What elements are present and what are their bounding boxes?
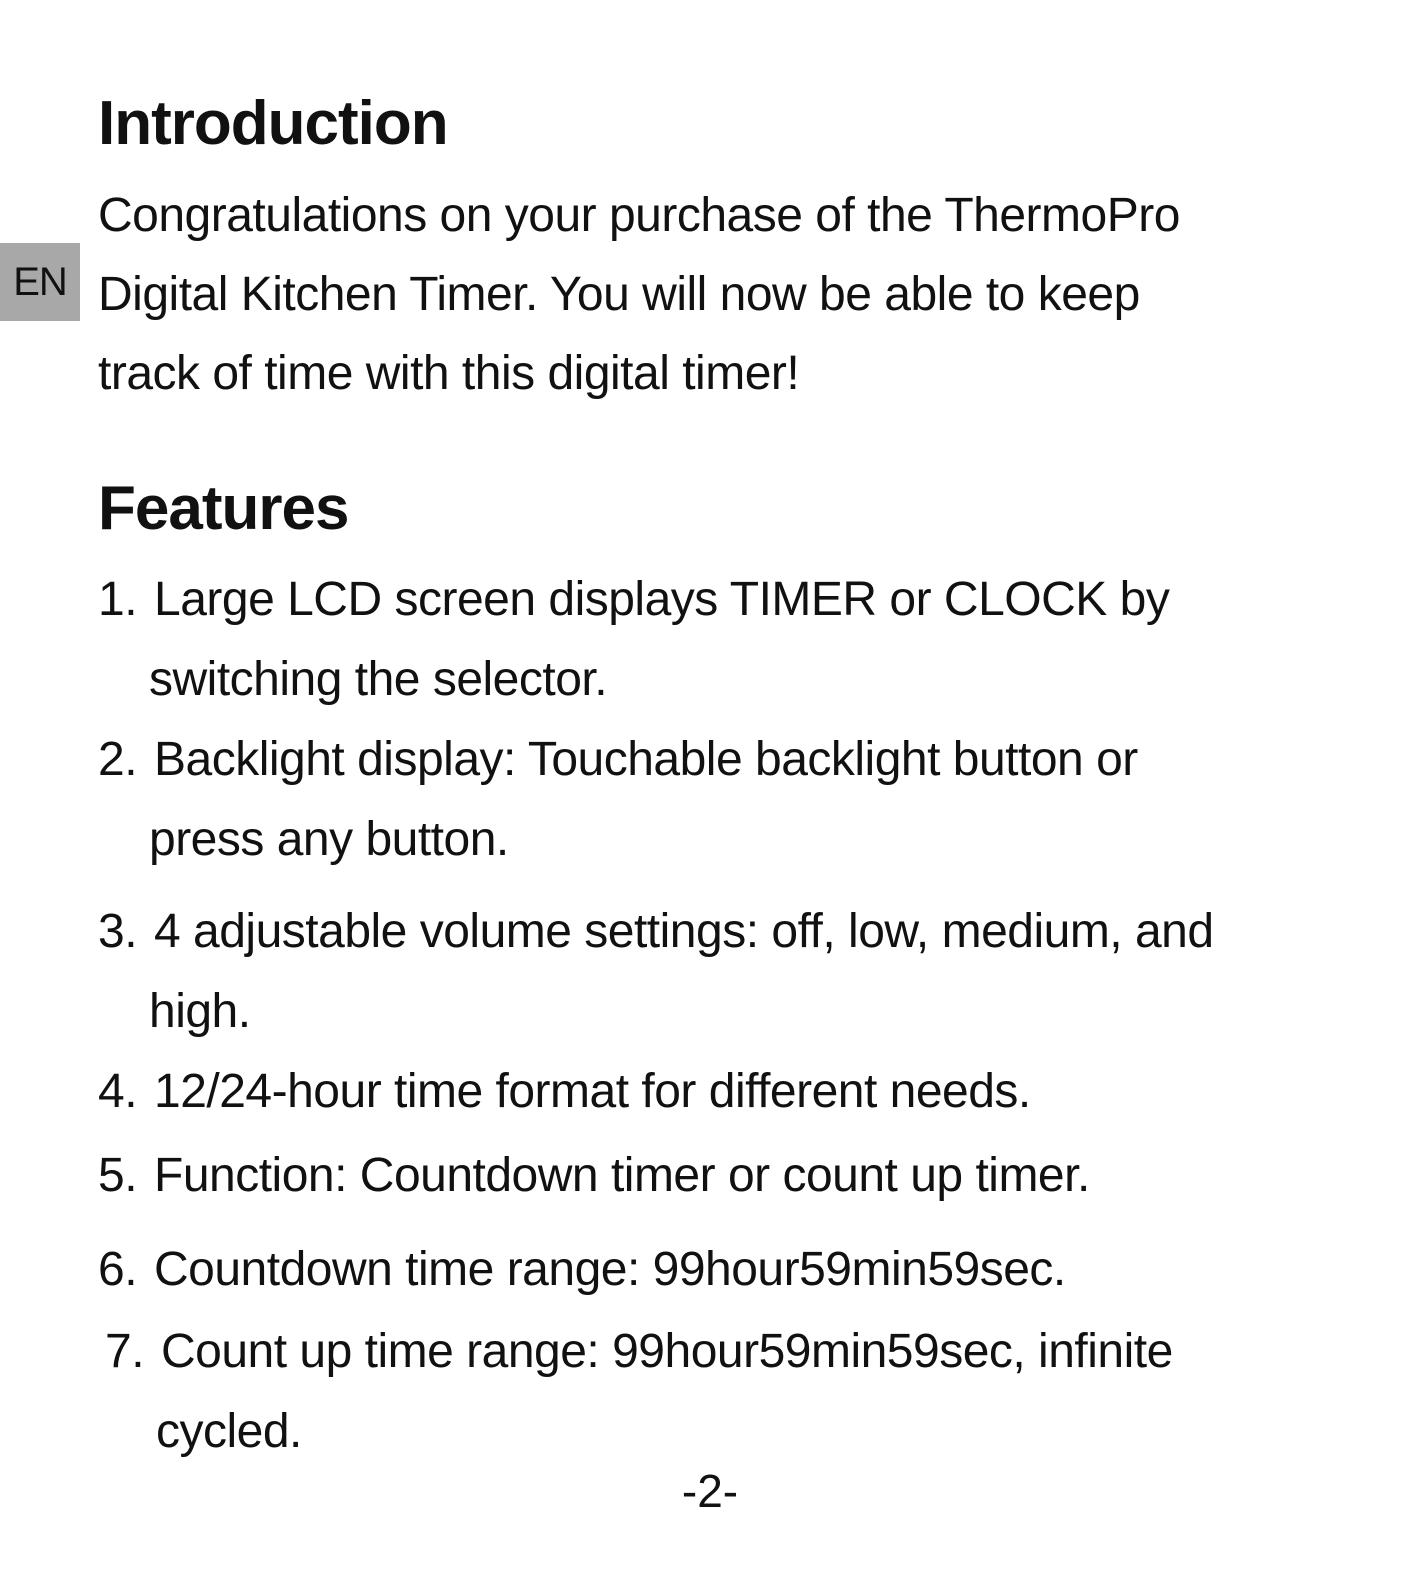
introduction-heading: Introduction <box>98 89 448 158</box>
feature-number: 2. <box>98 733 138 786</box>
language-tab: EN <box>0 243 80 321</box>
feature-item-3 <box>98 892 1214 1052</box>
feature-text: Function: Countdown timer or count up timer. <box>154 1149 1090 1202</box>
feature-text-continued: switching the selector. <box>149 653 608 706</box>
feature-item-5 <box>98 1136 1090 1216</box>
feature-text: 4 adjustable volume settings: off, low, medium, and <box>154 905 1214 958</box>
feature-text-continued: high. <box>149 985 251 1038</box>
feature-number: 5. <box>98 1149 138 1202</box>
feature-text: Backlight display: Touchable backlight button or <box>154 733 1138 786</box>
page-number: -2- <box>681 1465 739 1517</box>
feature-text: Count up time range: 99hour59min59sec, infinite <box>161 1325 1173 1378</box>
feature-text-continued: press any button. <box>149 813 509 866</box>
feature-text: Large LCD screen displays TIMER or CLOCK by <box>154 573 1170 626</box>
feature-item-1 <box>98 560 1169 720</box>
feature-text-continued: cycled. <box>156 1405 302 1458</box>
feature-text: 12/24-hour time format for different needs. <box>154 1065 1031 1118</box>
feature-item-2 <box>98 720 1138 880</box>
introduction-paragraph <box>98 176 1298 413</box>
feature-item-4 <box>98 1052 1031 1132</box>
introduction-line: track of time with this digital timer! <box>98 347 800 400</box>
feature-number: 4. <box>98 1065 138 1118</box>
feature-item-6 <box>98 1230 1066 1310</box>
feature-text: Countdown time range: 99hour59min59sec. <box>154 1243 1066 1296</box>
feature-number: 3. <box>98 905 138 958</box>
introduction-line: Digital Kitchen Timer. You will now be able to keep <box>98 268 1140 321</box>
feature-number: 1. <box>98 573 138 626</box>
feature-item-7 <box>105 1312 1173 1472</box>
introduction-line: Congratulations on your purchase of the ThermoPro <box>98 189 1180 242</box>
feature-number: 7. <box>105 1325 145 1378</box>
feature-number: 6. <box>98 1243 138 1296</box>
features-heading: Features <box>98 474 349 543</box>
